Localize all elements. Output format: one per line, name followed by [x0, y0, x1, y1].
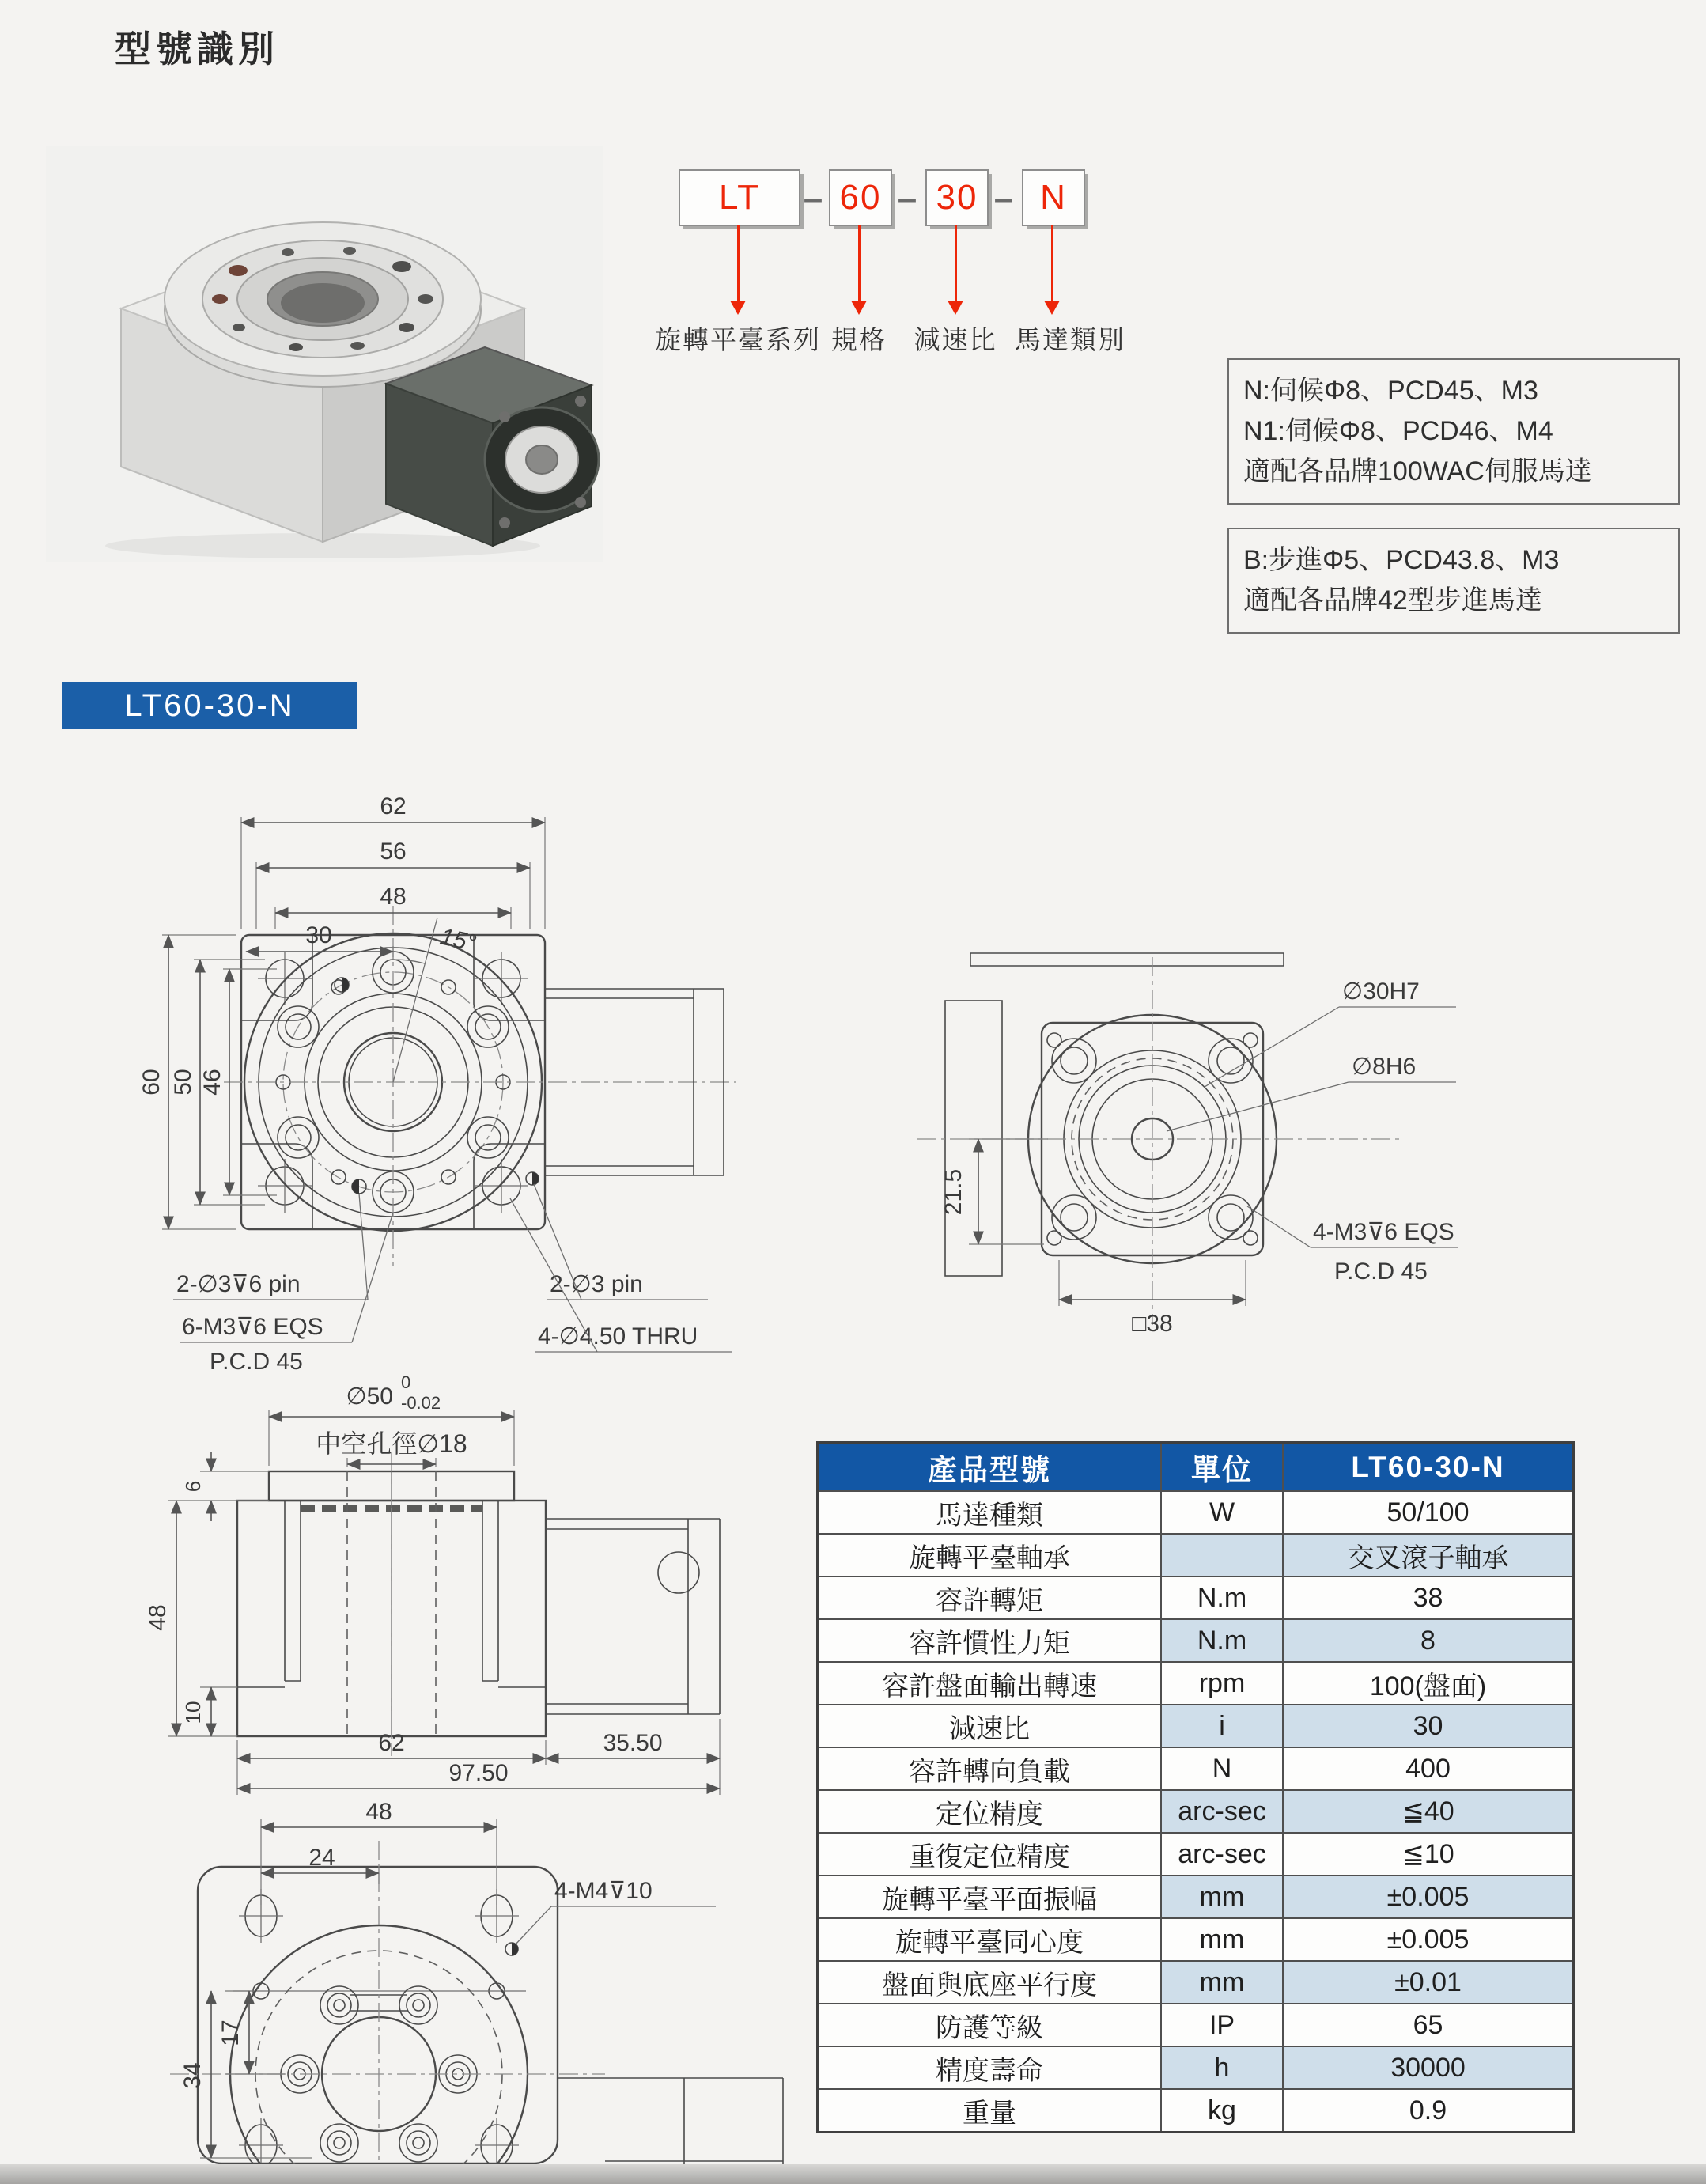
dim-62b: 62 [378, 1730, 405, 1756]
model-motor-code: N [1040, 178, 1067, 217]
spec-unit: N.m [1161, 1619, 1283, 1662]
rotary-flange [165, 222, 481, 387]
spec-value: 30 [1283, 1705, 1574, 1747]
arrow-series [737, 225, 740, 302]
table-row [818, 1961, 1574, 2004]
spec-name: 減速比 [818, 1705, 1162, 1747]
dim-35-50: 35.50 [603, 1730, 663, 1756]
table-row [818, 2004, 1574, 2046]
note-pcd: P.C.D 45 [210, 1349, 303, 1375]
spec-value: 8 [1283, 1619, 1574, 1662]
table-row [818, 2046, 1574, 2089]
label-hollow-bore: 中空孔徑∅18 [316, 1429, 467, 1458]
spec-value: 65 [1283, 2004, 1574, 2046]
spec-value: 400 [1283, 1747, 1574, 1790]
spec-name: 容許盤面輸出轉速 [818, 1662, 1162, 1705]
spec-unit: mm [1161, 1876, 1283, 1918]
label-size: 規格 [831, 325, 887, 354]
spec-name: 防護等級 [818, 2004, 1162, 2046]
spec-value: ≦40 [1283, 1790, 1574, 1833]
spec-name: 旋轉平臺同心度 [818, 1918, 1162, 1961]
servo-note-line: 適配各品牌100WAC伺服馬達 [1243, 456, 1592, 486]
table-row [818, 1876, 1574, 1918]
section-view-drawing [115, 1341, 819, 1800]
spec-name: 旋轉平臺平面振幅 [818, 1876, 1162, 1918]
label-ratio: 減速比 [914, 325, 997, 354]
product-photo [46, 146, 603, 562]
spec-unit: mm [1161, 1961, 1283, 2004]
dim-60: 60 [138, 1069, 165, 1096]
note-side-m3: 4-M3⊽6 EQS [1313, 1219, 1454, 1245]
table-row [818, 2089, 1574, 2133]
spec-name: 容許轉矩 [818, 1576, 1162, 1619]
spec-unit: mm [1161, 1918, 1283, 1961]
dim-tol-hi: 0 [401, 1372, 411, 1392]
spec-unit: kg [1161, 2089, 1283, 2133]
model-box-size [829, 169, 892, 226]
table-row [818, 1747, 1574, 1790]
spec-header-row [818, 1443, 1574, 1492]
table-row [818, 1534, 1574, 1576]
spec-name: 精度壽命 [818, 2046, 1162, 2089]
servo-note-line: N1:伺候Φ8、PCD46、M4 [1243, 416, 1553, 446]
model-box-motor [1022, 169, 1085, 226]
spec-header-model: LT60-30-N [1283, 1443, 1574, 1492]
spec-name: 定位精度 [818, 1790, 1162, 1833]
servo-note-line: N:伺候Φ8、PCD45、M3 [1243, 376, 1538, 406]
motor-block [386, 347, 599, 546]
stepper-motor-note [1227, 528, 1680, 634]
spec-name: 馬達種類 [818, 1491, 1162, 1534]
spec-name: 盤面與底座平行度 [818, 1961, 1162, 2004]
spec-name: 重復定位精度 [818, 1833, 1162, 1876]
spec-value: ≦10 [1283, 1833, 1574, 1876]
arrow-motor [1051, 225, 1053, 302]
model-dash: – [993, 179, 1014, 218]
stepper-note-line: 適配各品牌42型步進馬達 [1243, 585, 1542, 615]
dim-62: 62 [380, 793, 407, 819]
spec-unit: arc-sec [1161, 1833, 1283, 1876]
model-dash: – [897, 179, 917, 218]
spec-name: 旋轉平臺軸承 [818, 1534, 1162, 1576]
dim-34: 34 [180, 2062, 206, 2089]
spec-value: 100(盤面) [1283, 1662, 1574, 1705]
dim-97-50: 97.50 [448, 1760, 509, 1786]
stepper-note-line: B:步進Φ5、PCD43.8、M3 [1243, 545, 1560, 575]
model-ratio-code: 30 [936, 178, 978, 217]
table-row [818, 1619, 1574, 1662]
note-m3: 6-M3⊽6 EQS [182, 1314, 323, 1340]
note-thru: 4-∅4.50 THRU [538, 1323, 698, 1349]
dim-24: 24 [308, 1845, 335, 1871]
spec-table [816, 1441, 1575, 2133]
bottom-view-drawing [115, 1797, 819, 2184]
dim-48: 48 [380, 884, 407, 910]
spec-name: 容許慣性力矩 [818, 1619, 1162, 1662]
arrow-ratio [955, 225, 957, 302]
dim-30: 30 [305, 922, 332, 948]
model-box-series [679, 169, 800, 226]
dim-46: 46 [199, 1069, 225, 1096]
page-title: 型號識別 [115, 28, 279, 70]
model-series-code: LT [718, 178, 761, 217]
dim-56: 56 [380, 838, 407, 865]
spec-value: 0.9 [1283, 2089, 1574, 2133]
spec-header-unit: 單位 [1161, 1443, 1283, 1492]
dim-38: □38 [1132, 1311, 1173, 1337]
model-dash: – [803, 179, 823, 218]
side-view-drawing [850, 882, 1459, 1349]
table-row [818, 1790, 1574, 1833]
note-pin3: 2-∅3 pin [550, 1271, 643, 1297]
spec-unit: W [1161, 1491, 1283, 1534]
dim-48c: 48 [365, 1799, 392, 1825]
dim-17: 17 [218, 2019, 244, 2046]
spec-unit [1161, 1534, 1283, 1576]
table-row [818, 1833, 1574, 1876]
spec-name: 容許轉向負載 [818, 1747, 1162, 1790]
label-series: 旋轉平臺系列 [655, 325, 821, 354]
note-side-pcd: P.C.D 45 [1334, 1259, 1428, 1285]
model-box-ratio [925, 169, 989, 226]
table-row [818, 1918, 1574, 1961]
dim-tol-lo: -0.02 [401, 1393, 441, 1413]
note-pin6: 2-∅3⊽6 pin [176, 1271, 301, 1297]
label-motor: 馬達類別 [1015, 325, 1125, 354]
arrow-size [858, 225, 861, 302]
front-view-drawing [107, 748, 747, 1380]
model-size-code: 60 [839, 178, 882, 217]
dim-dia50: ∅50 [346, 1383, 393, 1410]
spec-value: ±0.005 [1283, 1918, 1574, 1961]
dim-48b: 48 [145, 1604, 171, 1631]
dim-10: 10 [181, 1701, 205, 1724]
spec-value: ±0.01 [1283, 1961, 1574, 2004]
dim-6: 6 [181, 1480, 205, 1493]
spec-unit: i [1161, 1705, 1283, 1747]
table-row [818, 1662, 1574, 1705]
spec-unit: N.m [1161, 1576, 1283, 1619]
note-m4: 4-M4⊽10 [554, 1878, 653, 1904]
spec-unit: rpm [1161, 1662, 1283, 1705]
spec-value: 30000 [1283, 2046, 1574, 2089]
table-row [818, 1491, 1574, 1534]
spec-unit: arc-sec [1161, 1790, 1283, 1833]
spec-unit: N [1161, 1747, 1283, 1790]
dim-8h6: ∅8H6 [1352, 1054, 1417, 1080]
dim-15deg: 15° [437, 923, 479, 957]
spec-name: 重量 [818, 2089, 1162, 2133]
spec-header-product: 產品型號 [818, 1443, 1162, 1492]
spec-unit: IP [1161, 2004, 1283, 2046]
spec-value: 50/100 [1283, 1491, 1574, 1534]
series-badge: LT60-30-N [62, 682, 357, 729]
dim-50: 50 [170, 1069, 196, 1096]
spec-value: 交叉滾子軸承 [1283, 1534, 1574, 1576]
page-edge-shadow [0, 2164, 1706, 2184]
table-row [818, 1705, 1574, 1747]
dim-21-5: 21.5 [940, 1168, 966, 1216]
spec-value: 38 [1283, 1576, 1574, 1619]
table-row [818, 1576, 1574, 1619]
servo-motor-note [1227, 358, 1680, 505]
spec-value: ±0.005 [1283, 1876, 1574, 1918]
dim-30h7: ∅30H7 [1342, 978, 1420, 1005]
spec-unit: h [1161, 2046, 1283, 2089]
